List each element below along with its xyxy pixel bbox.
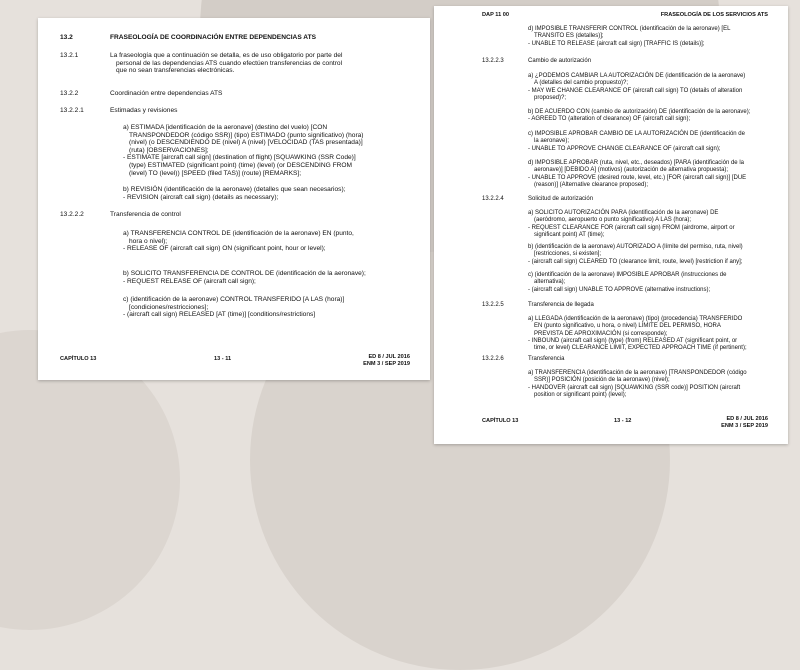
text-line: alternativa); <box>534 279 566 286</box>
text-line: - AGREED TO (alteration of clearance) OF (aircraft call sign); <box>528 116 691 123</box>
phrase-item-a <box>528 370 773 399</box>
document-page-left <box>38 18 430 380</box>
text-line: TRANSPONDEDOR (código SSR)] (tipo) ESTIMADO (punto significativo) (hora) <box>129 131 364 139</box>
subsection-title: Cambio de autorización <box>528 58 592 64</box>
text-line: ENM 3 / SEP 2019 <box>363 361 410 367</box>
text-line: (aeródromo, aeropuerto o punto significativo) A LAS (hora); <box>534 217 692 224</box>
text-line: a) ESTIMADA [identificación de la aeronave] (destino del vuelo) [CON <box>123 124 328 131</box>
phrase-item-d <box>528 26 773 48</box>
footer-chapter: CAPÍTULO 13 <box>482 418 519 424</box>
phrase-item-a <box>528 210 773 239</box>
text-line: b) REVISIÓN (identificación de la aeronave) (detalles que sean necesarios); <box>123 186 346 193</box>
subsection-number: 13.2.2 <box>60 90 79 97</box>
text-line: d) IMPOSIBLE APROBAR (ruta, nivel, etc., deseados) [PARA (identificación de la <box>528 160 744 166</box>
phrase-item-a <box>528 316 778 352</box>
text-line: d) IMPOSIBLE TRANSFERIR CONTROL (identificación de la aeronave) [EL <box>528 26 731 32</box>
text-line: aeronave)] [DEBIDO A] (motivos) (autorización de alternativa propuesta); <box>534 167 729 174</box>
text-line: - (aircraft call sign) UNABLE TO APPROVE (alternative instructions); <box>528 286 711 293</box>
phrase-item-d <box>528 160 773 189</box>
text-line: a) ¿PODEMOS CAMBIAR LA AUTORIZACIÓN DE (identificación de la aeronave) <box>528 73 746 79</box>
text-line: ED 8 / JUL 2016 <box>726 416 768 422</box>
footer-edition <box>715 416 768 430</box>
text-line: (ruta) [OBSERVACIONES]; <box>129 146 209 154</box>
text-line: (level) TO (level)) [SPEED (filed TAS)] (route) [REMARKS]; <box>129 169 302 177</box>
phrase-item-a <box>123 124 413 177</box>
text-line: (reason)] (Alternative clearance proposed); <box>534 181 649 188</box>
text-line: - (aircraft call sign) RELEASED [AT (time)] [conditions/restrictions] <box>123 311 316 319</box>
phrase-item-b <box>528 109 773 124</box>
paragraph-number: 13.2.1 <box>60 52 79 59</box>
text-line: a) TRANSFERENCIA CONTROL DE (identificación de la aeronave) EN (punto, <box>123 230 354 237</box>
text-line: b) SOLICITO TRANSFERENCIA DE CONTROL DE (identificación de la aeronave); <box>123 270 366 277</box>
text-line: EN (punto significativo, u hora, o nivel) LÍMITE DEL PERMISO, HORA <box>534 323 721 330</box>
text-line: c) IMPOSIBLE APROBAR CAMBIO DE LA AUTORIZACIÓN DE (identificación de <box>528 131 745 137</box>
subsection-number: 13.2.2.4 <box>482 196 504 202</box>
phrase-item-b <box>528 244 773 266</box>
text-line: [restricciones, si existen]; <box>534 251 602 258</box>
text-line: significant point) AT (time); <box>534 231 605 238</box>
phrase-item-c <box>528 272 773 294</box>
document-page-right <box>434 6 788 444</box>
text-line: a) SOLICITO AUTORIZACIÓN PARA (identificación de la aeronave) DE <box>528 210 719 216</box>
text-line: - REVISION (aircraft call sign) (details as necessary); <box>123 193 279 201</box>
text-line: - HANDOVER (aircraft call sign) [SQUAWKING (SSR code)] POSITION (aircraft <box>528 384 741 391</box>
text-line: - ESTIMATE [aircraft call sign] (destination of flight) [SQUAWKING (SSR Code)] <box>123 154 356 162</box>
phrase-item-a <box>123 230 413 253</box>
phrase-item-c <box>123 296 413 319</box>
phrase-item-b <box>123 186 413 201</box>
text-line: b) DE ACUERDO CON (cambio de autorización) DE (identificación de la aeronave); <box>528 109 751 115</box>
phrase-item-a <box>528 73 773 102</box>
header-doc-code: DAP 11 00 <box>482 12 509 18</box>
text-line: c) (identificación de la aeronave) CONTROL TRANSFERIDO [A LAS (hora)] <box>123 296 345 303</box>
text-line: - MAY WE CHANGE CLEARANCE OF (aircraft call sign) TO (details of alteration <box>528 87 743 94</box>
subsection-title: Estimadas y revisiones <box>110 107 178 114</box>
text-line: time, or level) CLEARANCE LIMIT, EXPECTED APPROACH TIME (if pertinent); <box>534 345 747 352</box>
text-line: - UNABLE TO APPROVE CHANGE CLEARANCE OF (aircraft call sign); <box>528 145 721 152</box>
text-line: hora o nivel); <box>129 237 168 245</box>
text-line: [condiciones/restricciones]; <box>129 303 209 311</box>
text-line: (nivel) (o DESCENDIENDO DE (nivel) A (nivel) [VELOCIDAD (TAS presentada)] <box>129 139 363 147</box>
phrase-item-b <box>123 270 413 285</box>
text-line: ED 8 / JUL 2016 <box>368 354 410 360</box>
header-title: FRASEOLOGÍA DE LOS SERVICIOS ATS <box>660 12 768 18</box>
text-line: proposed)?; <box>534 94 567 101</box>
footer-page-number: 13 - 11 <box>214 356 232 362</box>
subsection-number: 13.2.2.1 <box>60 107 84 114</box>
phrase-item-c <box>528 131 773 153</box>
text-line: la aeronave); <box>534 138 570 145</box>
section-number: 13.2 <box>60 34 73 41</box>
text-line: SSR)] POSICIÓN (posición de la aeronave) (nivel); <box>534 377 670 384</box>
text-line: - UNABLE TO APPROVE (desired route, level, etc.) [FOR (aircraft call sign)] [DUE <box>528 174 747 181</box>
footer-chapter: CAPÍTULO 13 <box>60 356 97 362</box>
text-line: personal de las dependencias ATS cuando efectúen transferencias de control <box>116 59 343 67</box>
text-line: (type) ESTIMATED (significant point) (time) (level) (or DESCENDING FROM <box>129 161 352 169</box>
text-line: PREVISTA DE APROXIMACIÓN (si corresponde); <box>534 330 668 337</box>
subsection-title: Solicitud de autorización <box>528 196 594 202</box>
text-line: ENM 3 / SEP 2019 <box>721 423 768 429</box>
subsection-title: Coordinación entre dependencias ATS <box>110 90 223 97</box>
subsection-title: Transferencia de llegada <box>528 302 594 308</box>
subsection-title: Transferencia <box>528 356 565 362</box>
text-line: c) (identificación de la aeronave) IMPOSIBLE APROBAR (instrucciones de <box>528 272 727 278</box>
paragraph-text <box>110 52 410 75</box>
text-line: b) (identificación de la aeronave) AUTORIZADO A (límite del permiso, ruta, nivel) <box>528 244 743 250</box>
text-line: que no sean transferencias electrónicas. <box>116 67 235 75</box>
text-line: - INBOUND (aircraft call sign) (type) (from) RELEASED AT (significant point, or <box>528 337 738 344</box>
subsection-number: 13.2.2.2 <box>60 211 84 218</box>
text-line: - REQUEST RELEASE OF (aircraft call sign); <box>123 277 256 285</box>
text-line: La fraseología que a continuación se detalla, es de uso obligatorio por parte del <box>110 52 343 59</box>
text-line: - (aircraft call sign) CLEARED TO (clearance limit, route, level) [restriction if any]; <box>528 258 743 265</box>
text-line: A (detalles del cambio propuesto)?; <box>534 80 629 87</box>
subsection-number: 13.2.2.3 <box>482 58 504 64</box>
subsection-number: 13.2.2.5 <box>482 302 504 308</box>
subsection-title: Transferencia de control <box>110 211 181 218</box>
text-line: - REQUEST CLEARANCE FOR (aircraft call sign) FROM (airdrome, airport or <box>528 224 735 231</box>
footer-page-number: 13 - 12 <box>614 418 632 424</box>
text-line: TRANSITO ES (detalles)]; <box>534 33 604 40</box>
text-line: position or significant point) (level); <box>534 391 627 398</box>
text-line: - UNABLE TO RELEASE (aircraft call sign) [TRAFFIC IS (details)]; <box>528 40 705 47</box>
subsection-number: 13.2.2.6 <box>482 356 504 362</box>
section-title: FRASEOLOGÍA DE COORDINACIÓN ENTRE DEPENDENCIAS ATS <box>110 34 317 41</box>
text-line: a) LLEGADA (identificación de la aeronave) (tipo) (procedencia) TRANSFERIDO <box>528 316 743 322</box>
text-line: - RELEASE OF (aircraft call sign) ON (significant point, hour or level); <box>123 245 326 253</box>
text-line: a) TRANSFERENCIA (identificación de la aeronave) [TRANSPONDEDOR (código <box>528 370 747 376</box>
footer-edition <box>357 354 410 368</box>
